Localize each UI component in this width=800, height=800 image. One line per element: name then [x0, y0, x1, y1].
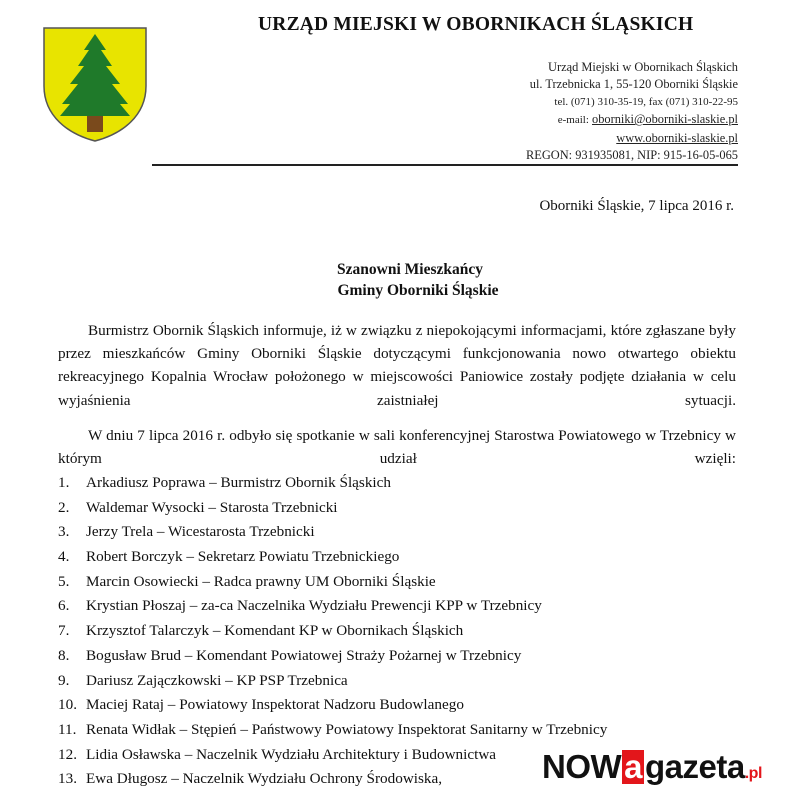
list-number: 2. — [58, 498, 70, 516]
address-line: Urząd Miejski w Obornikach Śląskich — [548, 60, 738, 74]
list-text: Dariusz Zajączkowski – KP PSP Trzebnica — [86, 671, 348, 689]
list-text: Renata Widłak – Stępień – Państwowy Powiatowy Inspektorat Sanitarny w Trzebnicy — [86, 720, 608, 738]
paragraph-intro — [58, 319, 736, 412]
letter-date: Oborniki Śląskie, 7 lipca 2016 r. — [539, 198, 734, 214]
watermark-suffix: .pl — [744, 765, 762, 782]
list-number: 7. — [58, 622, 70, 640]
list-text: Arkadiusz Poprawa – Burmistrz Obornik Śląskich — [86, 474, 391, 491]
list-text: Waldemar Wysocki – Starosta Trzebnicki — [86, 498, 338, 516]
regon-nip-line: REGON: 931935081, NIP: 915-16-05-065 — [525, 148, 738, 163]
list-item — [58, 743, 607, 768]
list-number: 5. — [58, 572, 70, 590]
list-item — [58, 767, 607, 792]
address-block — [378, 59, 738, 164]
list-item — [58, 471, 607, 496]
paragraph-meeting — [58, 424, 736, 470]
list-item — [58, 545, 607, 570]
list-item — [58, 644, 607, 669]
watermark-highlight: a — [624, 748, 643, 785]
email-label: e-mail: — [557, 114, 589, 127]
institution-title: URZĄD MIEJSKI W OBORNIKACH ŚLĄSKICH — [258, 14, 694, 35]
attendee-list — [58, 471, 607, 792]
list-number: 6. — [58, 597, 70, 615]
list-text: Robert Borczyk – Sekretarz Powiatu Trzebnickiego — [86, 548, 400, 566]
list-number: 1. — [58, 474, 70, 491]
list-number: 8. — [58, 646, 70, 664]
list-item — [58, 496, 607, 521]
list-number: 9. — [58, 671, 70, 689]
list-text: Jerzy Trela – Wicestarosta Trzebnicki — [86, 523, 315, 541]
list-text: Ewa Długosz – Naczelnik Wydziału Ochrony Środowiska, — [86, 770, 443, 788]
website-link[interactable]: www.oborniki-slaskie.pl — [616, 130, 738, 145]
watermark-text: gazeta — [645, 748, 745, 785]
list-text: Marcin Osowiecki – Radca prawny UM Oborniki Śląskie — [86, 572, 436, 590]
watermark-text: NOW — [542, 748, 622, 785]
list-text: Krystian Płoszaj – za-ca Naczelnika Wydziału Prewencji KPP w Trzebnicy — [86, 597, 542, 615]
list-item — [58, 693, 607, 718]
address-line: ul. Trzebnicka 1, 55-120 Oborniki Śląskie — [529, 77, 738, 92]
list-text: Lidia Osławska – Naczelnik Wydziału Architektury i Budownictwa — [86, 745, 497, 763]
list-number: 4. — [58, 548, 70, 566]
list-number: 13. — [58, 770, 77, 788]
paragraph-text: W dniu 7 lipca 2016 r. odbyło się spotkanie w sali konferencyjnej Starostwa Powiatowego w Trzebnicy w którym udział wzięli: — [58, 427, 736, 468]
list-text: Maciej Rataj – Powiatowy Inspektorat Nadzoru Budowlanego — [86, 696, 464, 714]
greeting-line-1: Szanowni Mieszkańcy — [337, 261, 483, 278]
list-text: Krzysztof Talarczyk – Komendant KP w Obornikach Śląskich — [86, 622, 464, 640]
list-text: Bogusław Brud – Komendant Powiatowej Straży Pożarnej w Trzebnicy — [86, 646, 522, 664]
list-item — [58, 669, 607, 694]
list-number: 11. — [58, 720, 77, 738]
phone-line: tel. (071) 310-35-19, fax (071) 310-22-95 — [554, 95, 738, 108]
nowagazeta-watermark — [542, 748, 762, 790]
paragraph-text: Burmistrz Obornik Śląskich informuje, iż w związku z niepokojącymi informacjami, które zgłaszane były przez mieszkańców Gminy Oborniki Śląskie dotyczącymi funkcjonowania nowo otwartego obiektu rekreacyjnego Kopalnia Wrocław położonego w miejscowości Paniowice zostały podjęte działania w celu wyjaśnienia zaistniałej sytuacji. — [58, 322, 736, 409]
coat-of-arms-logo — [40, 24, 150, 144]
greeting-line-2: Gminy Oborniki Śląskie — [337, 282, 499, 299]
list-number: 10. — [58, 696, 77, 714]
list-item — [58, 619, 607, 644]
list-item — [58, 570, 607, 595]
list-item — [58, 718, 607, 743]
email-link[interactable]: oborniki@oborniki-slaskie.pl — [592, 112, 738, 127]
list-item — [58, 520, 607, 545]
list-number: 3. — [58, 523, 70, 541]
list-number: 12. — [58, 745, 77, 763]
header-divider — [152, 164, 738, 166]
list-item — [58, 594, 607, 619]
